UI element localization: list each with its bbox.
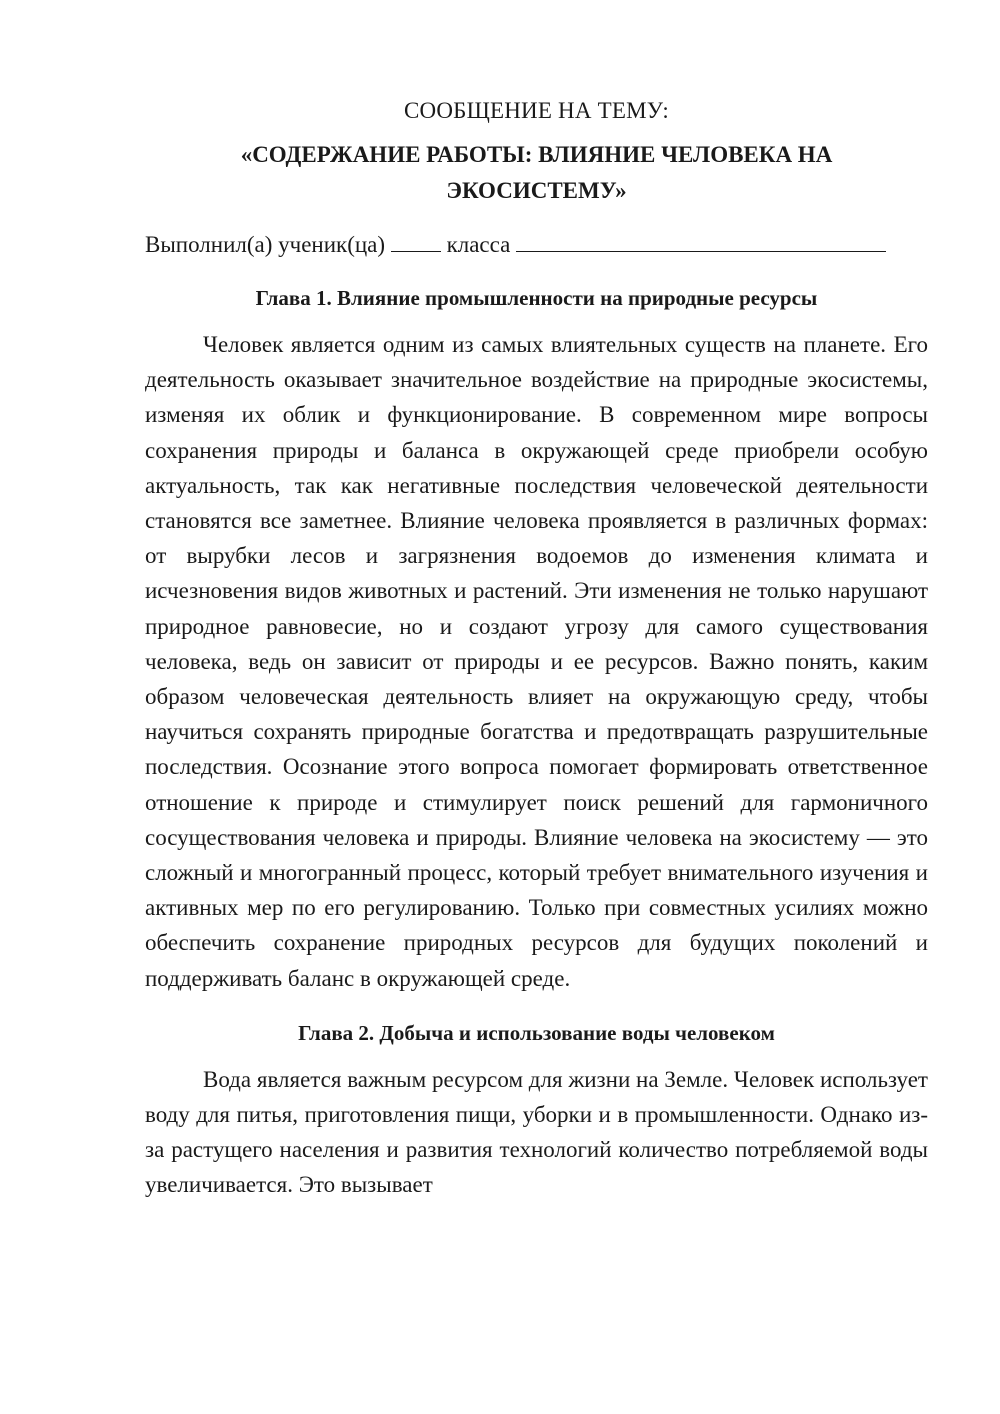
document-title: «СОДЕРЖАНИЕ РАБОТЫ: ВЛИЯНИЕ ЧЕЛОВЕКА НА ЭКОСИСТЕМУ» [240,142,833,203]
document-type-line: СООБЩЕНИЕ НА ТЕМУ: [404,98,669,123]
chapter-1 [145,281,928,996]
chapter-2 [145,1016,928,1203]
chapter-2-heading: Глава 2. Добыча и использование воды человеком [298,1020,775,1045]
author-prefix: Выполнил(а) ученик(ца) [145,232,386,257]
grade-blank [391,229,441,252]
document-body [145,93,928,1203]
class-label: класса [446,232,511,257]
chapter-1-heading: Глава 1. Влияние промышленности на природные ресурсы [255,286,818,310]
chapter-1-paragraph: Человек является одним из самых влиятельных существ на планете. Его деятельность оказывает значительное воздействие на природные экосистемы, изменяя их облик и функционирование. В современном мире вопросы сохранения природы и баланса в окружающей среде приобрели особую актуальность, так как негативные последствия человеческой деятельности становятся все заметнее. Влияние человека проявляется в различных формах: от вырубки лесов и загрязнения водоемов до изменения климата и исчезновения видов животных и растений. Эти изменения не только нарушают природное равновесие, но и создают угрозу для самого существования человека, ведь он зависит от природы и ее ресурсов. Важно понять, каким образом человеческая деятельность влияет на окружающую среду, чтобы научиться сохранять природные богатства и предотвращать разрушительные последствия. Осознание этого вопроса помогает формировать ответственное отношение к природе и стимулирует поиск решений для гармоничного сосуществования человека и природы. Влияние человека на экосистему — это сложный и многогранный процесс, который требует внимательного изучения и активных мер по его регулированию. Только при совместных усилиях можно обеспечить сохранение природных ресурсов для будущих поколений и поддерживать баланс в окружающей среде. [145,332,928,991]
class-blank [516,229,886,252]
chapter-2-paragraph: Вода является важным ресурсом для жизни на Земле. Человек использует воду для питья, приготовления пищи, уборки и в промышленности. Однако из-за растущего населения и развития технологий количество потребляемой воды увеличивается. Это вызывает [145,1066,928,1198]
author-line [145,227,928,263]
